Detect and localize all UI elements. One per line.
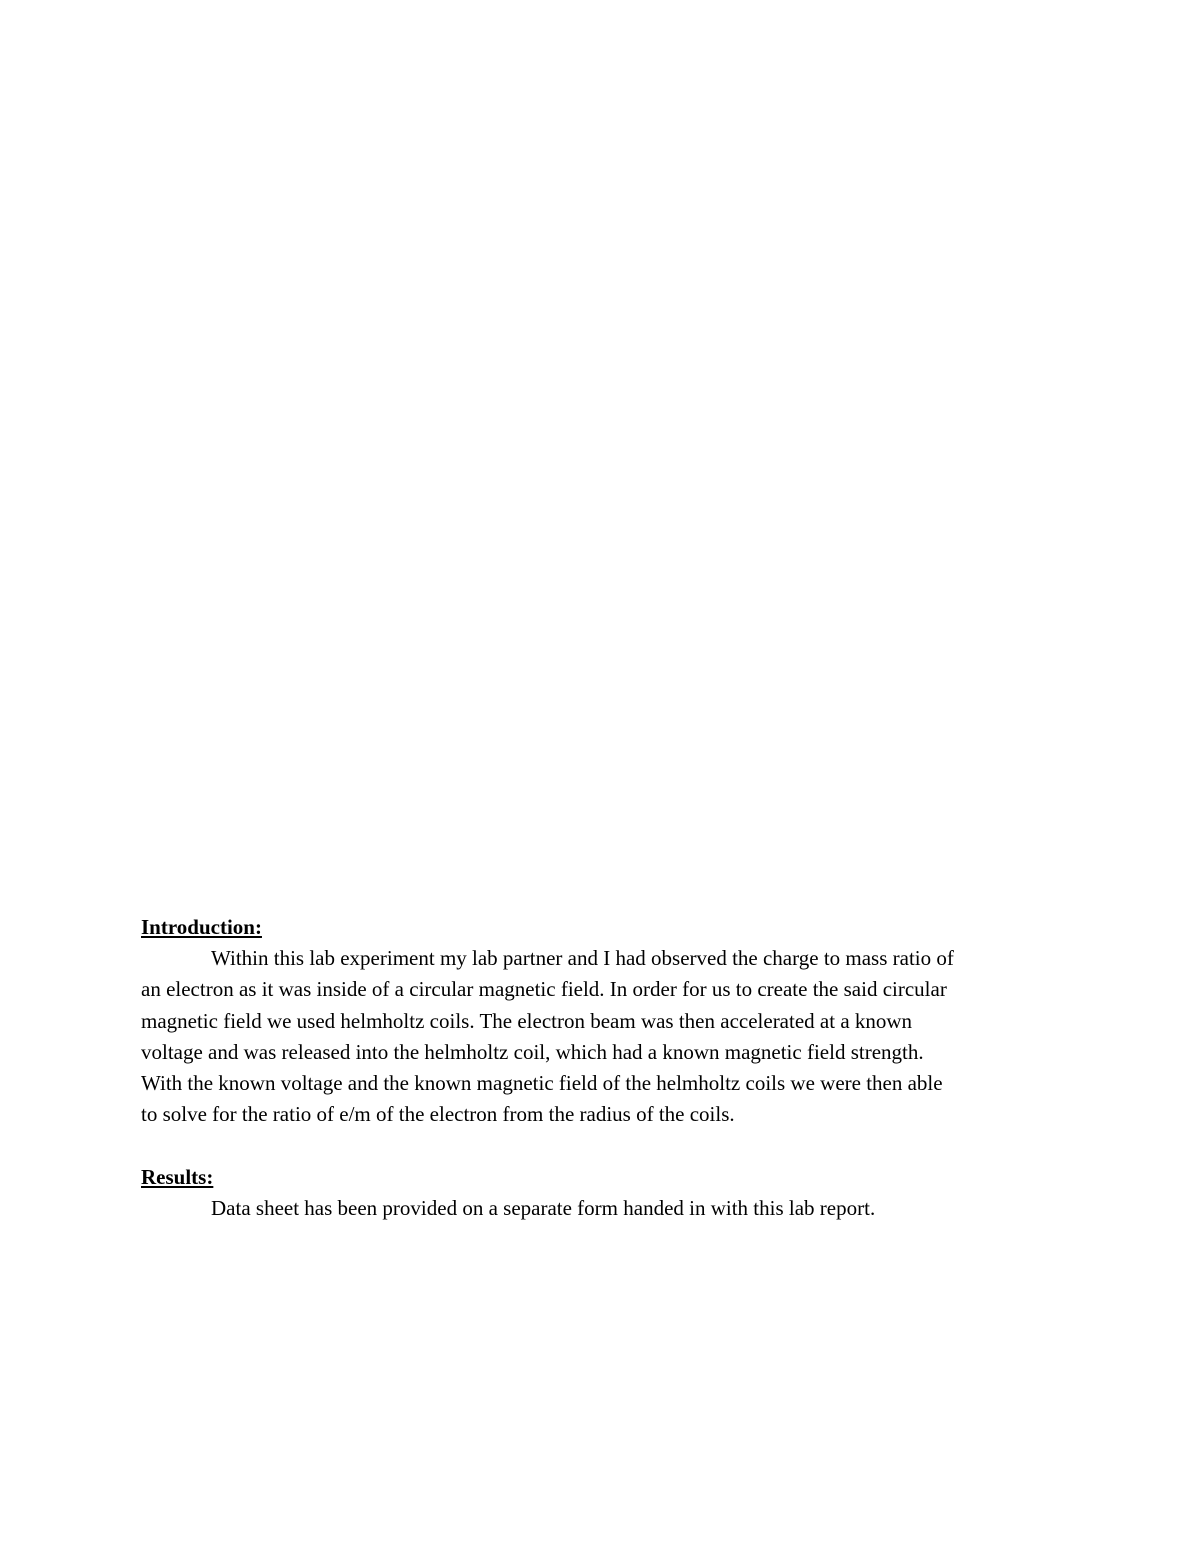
introduction-line: voltage and was released into the helmholtz coil, which had a known magnetic field strength. <box>141 1039 924 1064</box>
introduction-line: Within this lab experiment my lab partner and I had observed the charge to mass ratio of <box>211 946 954 971</box>
results-section <box>141 1162 1061 1224</box>
results-line: Data sheet has been provided on a separate form handed in with this lab report. <box>211 1195 876 1220</box>
introduction-line: to solve for the ratio of e/m of the electron from the radius of the coils. <box>141 1102 735 1127</box>
introduction-heading: Introduction: <box>141 915 262 939</box>
results-heading: Results: <box>141 1164 214 1189</box>
section-spacer <box>141 1130 1061 1161</box>
document-body <box>141 912 1061 1224</box>
introduction-line: With the known voltage and the known magnetic field of the helmholtz coils we were then able <box>141 1071 943 1096</box>
introduction-line: magnetic field we used helmholtz coils. The electron beam was then accelerated at a known <box>141 1008 913 1033</box>
introduction-line: an electron as it was inside of a circular magnetic field. In order for us to create the said circular <box>141 977 947 1002</box>
introduction-section <box>141 912 1061 1130</box>
